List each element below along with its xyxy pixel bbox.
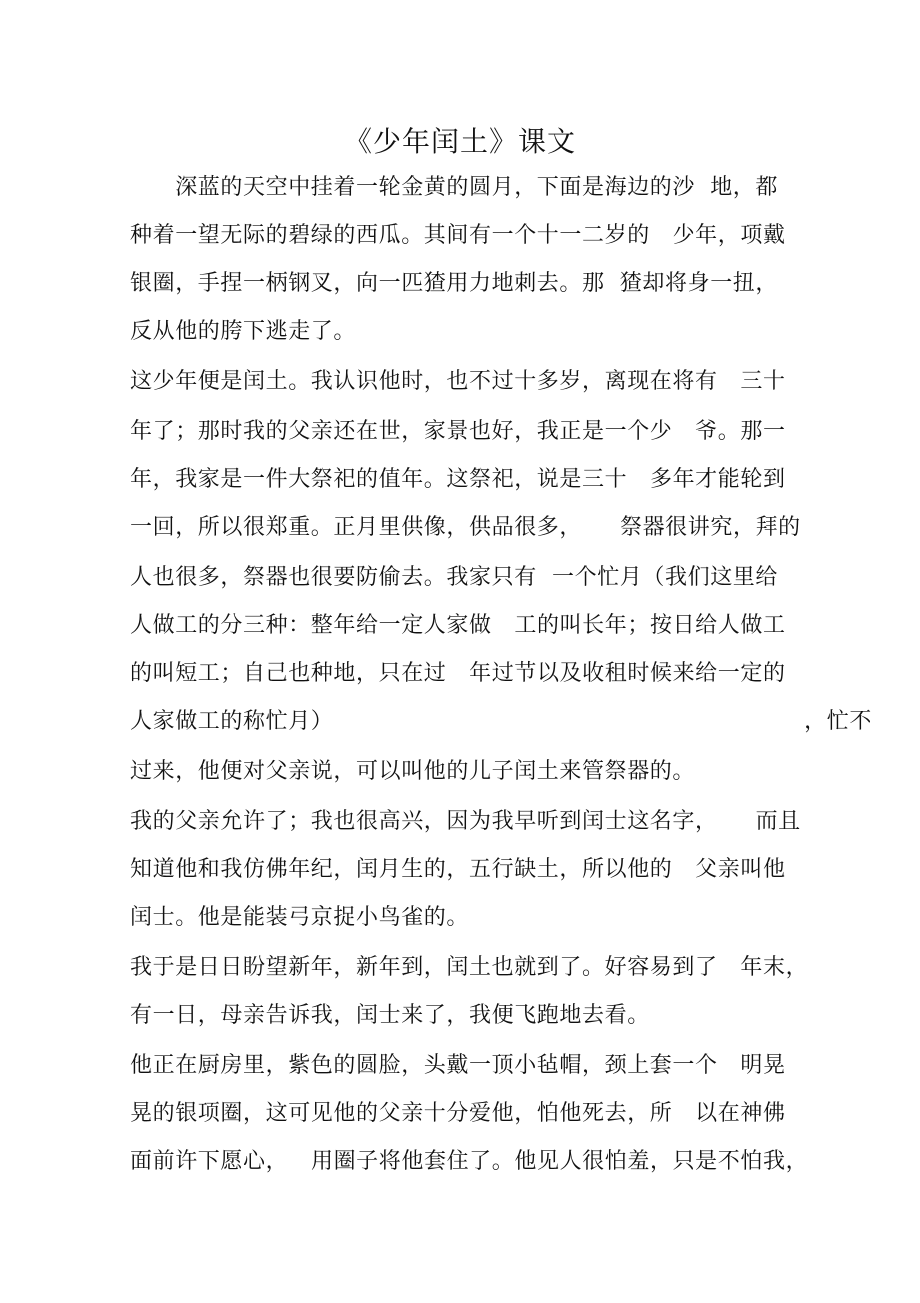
text-line: 闰士。他是能装弓京捉小鸟雀的。 [130,905,470,930]
text-line: 他正在厨房里，紫色的圆脸，头戴一顶小毡帽，颈上套一个 明晃 [130,1053,786,1078]
text-line: 晃的银项圈，这可见他的父亲十分爱他，怕他死去，所 以在神佛 [130,1101,786,1126]
text-line: 种着一望无际的碧绿的西瓜。其间有一个十一二岁的 少年，项戴 [130,223,786,248]
text-line: 银圈，手捏一柄钢叉，向一匹猹用力地刺去。那 猹却将身一扭， [130,271,778,296]
text-line: 面前许下愿心， 用圈子将他套住了。他见人很怕羞，只是不怕我， [130,1149,809,1174]
text-line: 有一日，母亲告诉我，闰士来了，我便飞跑地去看。 [130,1003,650,1028]
text-line: 反从他的胯下逃走了。 [130,319,357,344]
text-line: 一回，所以很郑重。正月里供像，供品很多， 祭器很讲究，拜的 [130,515,801,540]
text-line: 年了；那时我的父亲还在世，家景也好，我正是一个少 爷。那一 [130,419,786,444]
text-line: 年，我家是一件大祭祀的值年。这祭祀，说是三十 多年才能轮到 [130,467,786,492]
text-line: 人做工的分三种：整年给一定人家做 工的叫长年；按日给人做工 [130,613,786,638]
text-line: 我的父亲允许了；我也很高兴，因为我早听到闰士这名字， 而且 [130,809,801,834]
text-line: 深蓝的天空中挂着一轮金黄的圆月，下面是海边的沙 地，都 [130,175,778,200]
text-line: 过来，他便对父亲说，可以叫他的儿子闰土来管祭器的。 [130,759,696,784]
text-line: 知道他和我仿佛年纪，闰月生的，五行缺土，所以他的 父亲叫他 [130,857,786,882]
text-line: 我于是日日盼望新年，新年到，闰土也就到了。好容易到了 年末， [130,955,809,980]
text-line: 人也很多，祭器也很要防偷去。我家只有 一个忙月（我们这里给 [130,565,778,590]
document-title: 《少年闰土》课文 [343,125,576,158]
text-line: 人家做工的称忙月） ，忙不 [130,709,872,734]
text-line: 这少年便是闰土。我认识他时，也不过十多岁，离现在将有 三十 [130,369,786,394]
text-line: 的叫短工；自己也种地，只在过 年过节以及收租时候来给一定的 [130,661,786,686]
